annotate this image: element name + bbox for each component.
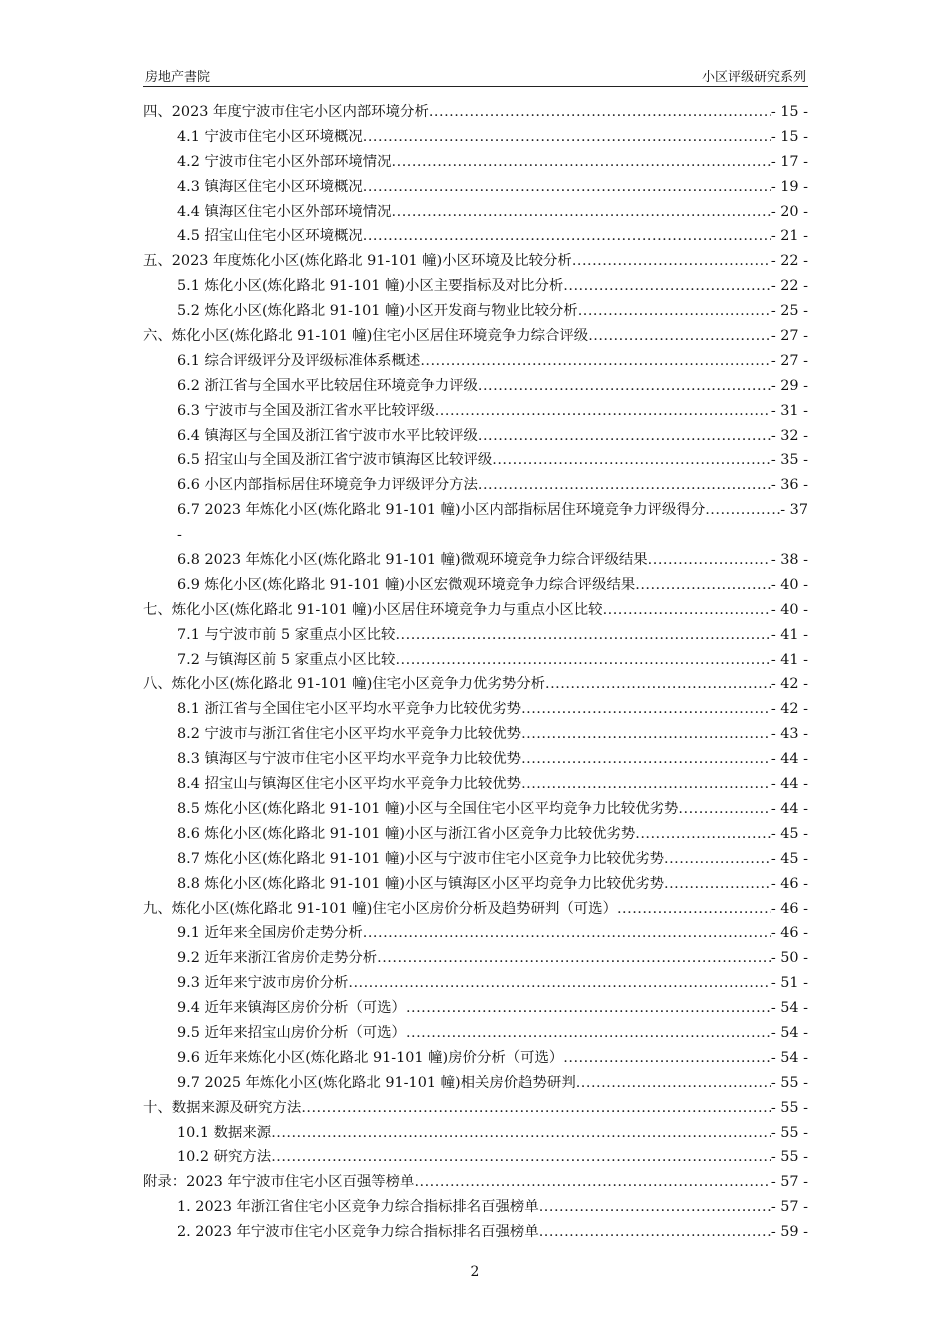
toc-entry-page: - 44 - [770, 776, 808, 793]
toc-entry-title: 4.5 招宝山住宅小区环境概况 [177, 228, 363, 245]
toc-entry-page: - 27 - [770, 328, 808, 345]
toc-entry[interactable] [143, 921, 808, 946]
toc-leader-dots [578, 299, 771, 324]
toc-leader-dots [271, 1121, 771, 1146]
toc-entry-title: 6.4 镇海区与全国及浙江省宁波市水平比较评级 [177, 427, 478, 444]
toc-entry[interactable] [143, 1220, 808, 1245]
toc-entry-title: 4.1 宁波市住宅小区环境概况 [177, 128, 363, 145]
toc-entry-page: - 22 - [770, 253, 808, 270]
toc-entry[interactable] [143, 648, 808, 673]
toc-entry-page: - 54 - [770, 1024, 808, 1041]
toc-entry[interactable] [143, 374, 808, 399]
toc-leader-dots [648, 548, 771, 573]
toc-entry[interactable] [143, 872, 808, 897]
toc-entry-page: - 50 - [770, 950, 808, 967]
toc-leader-dots [539, 1220, 771, 1245]
toc-entry[interactable] [143, 299, 808, 324]
toc-entry[interactable] [143, 747, 808, 772]
toc-entry-title: 8.8 炼化小区(炼化路北 91-101 幢)小区与镇海区小区平均竞争力比较优劣势 [177, 875, 665, 892]
toc-entry-page: - 36 - [770, 477, 808, 494]
toc-entry-title: 9.5 近年来招宝山房价分析（可选） [177, 1024, 406, 1041]
toc-entry-title: 8.2 宁波市与浙江省住宅小区平均水平竞争力比较优势 [177, 726, 522, 743]
toc-entry-page: - 22 - [770, 278, 808, 295]
toc-entry[interactable] [143, 971, 808, 996]
toc-entry-page: - 55 - [770, 1124, 808, 1141]
toc-entry-page: - 42 - [770, 701, 808, 718]
header-right-title: 小区评级研究系列 [701, 70, 806, 85]
page-number: 2 [470, 1264, 480, 1280]
toc-entry-title: 2. 2023 年宁波市住宅小区竞争力综合指标排名百强榜单 [177, 1224, 539, 1241]
toc-leader-dots [576, 1071, 771, 1096]
toc-entry-title: 八、炼化小区(炼化路北 91-101 幢)住宅小区竞争力优劣势分析 [143, 676, 546, 693]
toc-entry-title: 9.6 近年来炼化小区(炼化路北 91-101 幢)房价分析（可选） [177, 1049, 564, 1066]
toc-leader-dots [435, 399, 771, 424]
toc-entry[interactable] [143, 448, 808, 473]
toc-entry-page: - 45 - [770, 850, 808, 867]
toc-entry-page: - 46 - [770, 925, 808, 942]
toc-entry-title: 5.2 炼化小区(炼化路北 91-101 幢)小区开发商与物业比较分析 [177, 303, 578, 320]
toc-entry-page: - 27 - [770, 352, 808, 369]
toc-entry[interactable] [143, 1021, 808, 1046]
toc-entry-page: - 35 - [770, 452, 808, 469]
toc-entry[interactable] [143, 847, 808, 872]
toc-entry-page: - 17 - [770, 153, 808, 170]
toc-leader-dots [363, 921, 771, 946]
toc-entry-page: - 45 - [770, 825, 808, 842]
toc-entry-page: - 21 - [770, 228, 808, 245]
toc-leader-dots [377, 946, 771, 971]
toc-leader-dots [545, 672, 771, 697]
toc-entry-page: - 37 [780, 502, 808, 519]
toc-leader-dots [478, 424, 771, 449]
toc-entry-page: - 40 - [770, 601, 808, 618]
toc-leader-dots [563, 1046, 771, 1071]
toc-entry-title: 6.1 综合评级评分及评级标准体系概述 [177, 352, 421, 369]
toc-entry-page: - 55 - [770, 1149, 808, 1166]
toc-entry-page: - 19 - [770, 178, 808, 195]
toc-entry-title: 8.3 镇海区与宁波市住宅小区平均水平竞争力比较优势 [177, 751, 522, 768]
toc-entry-title: 六、炼化小区(炼化路北 91-101 幢)住宅小区居住环境竞争力综合评级 [143, 328, 589, 345]
toc-entry-title: 四、2023 年度宁波市住宅小区内部环境分析 [143, 104, 429, 120]
toc-leader-dots [363, 175, 771, 200]
toc-entry[interactable] [143, 150, 808, 175]
toc-leader-dots [414, 1170, 770, 1195]
toc-entry[interactable] [143, 175, 808, 200]
toc-entry[interactable] [143, 1096, 808, 1121]
toc-leader-dots [617, 897, 771, 922]
toc-leader-dots [301, 1096, 771, 1121]
toc-entry[interactable] [143, 623, 808, 648]
toc-leader-dots [635, 573, 771, 598]
toc-entry-page: - 29 - [770, 377, 808, 394]
toc-entry-page: - 57 - [770, 1199, 808, 1216]
toc-entry-page: - 40 - [770, 576, 808, 593]
toc-leader-dots [392, 150, 771, 175]
toc-entry-page: - 20 - [770, 203, 808, 220]
toc-entry[interactable] [143, 1046, 808, 1071]
toc-entry-title: 9.2 近年来浙江省房价走势分析 [177, 950, 378, 967]
toc-entry-title: 五、2023 年度炼化小区(炼化路北 91-101 幢)小区环境及比较分析 [143, 253, 572, 270]
toc-entry-page: - 38 - [770, 552, 808, 569]
toc-entry-title: 10.2 研究方法 [177, 1149, 272, 1166]
toc-entry-title: 8.6 炼化小区(炼化路北 91-101 幢)小区与浙江省小区竞争力比较优劣势 [177, 825, 636, 842]
toc-entry-page: - 42 - [770, 676, 808, 693]
toc-entry[interactable] [143, 125, 808, 150]
toc-entry-title: 5.1 炼化小区(炼化路北 91-101 幢)小区主要指标及对比分析 [177, 278, 564, 295]
toc-leader-dots [539, 1195, 771, 1220]
toc-leader-dots [271, 1145, 771, 1170]
toc-leader-dots [363, 125, 771, 150]
toc-entry-page: - 41 - [770, 651, 808, 668]
toc-entry[interactable] [143, 946, 808, 971]
toc-entry-page: - 44 - [770, 751, 808, 768]
toc-leader-dots [478, 374, 771, 399]
toc-entry[interactable] [143, 598, 808, 623]
toc-entry-title: 6.6 小区内部指标居住环境竞争力评级评分方法 [177, 477, 478, 494]
toc-wrap-text: - [177, 527, 182, 544]
toc-entry-page: - 51 - [770, 975, 808, 992]
toc-entry[interactable] [143, 573, 808, 598]
toc-entry[interactable] [143, 399, 808, 424]
toc-entry[interactable] [143, 672, 808, 697]
toc-leader-dots [664, 872, 771, 897]
toc-leader-dots [395, 648, 770, 673]
toc-entry-title: 4.3 镇海区住宅小区环境概况 [177, 178, 363, 195]
toc-entry-page: - 31 - [770, 402, 808, 419]
toc-entry-title: 6.7 2023 年炼化小区(炼化路北 91-101 幢)小区内部指标居住环境竞争力评级得分 [177, 502, 706, 519]
toc-entry-title: 8.5 炼化小区(炼化路北 91-101 幢)小区与全国住宅小区平均竞争力比较优劣势 [177, 800, 679, 817]
toc-entry-title: 8.7 炼化小区(炼化路北 91-101 幢)小区与宁波市住宅小区竞争力比较优劣势 [177, 850, 665, 867]
toc-entry[interactable] [143, 1145, 808, 1170]
toc-entry[interactable] [143, 324, 808, 349]
toc-entry-title: 10.1 数据来源 [177, 1124, 272, 1141]
toc-leader-dots [705, 498, 780, 523]
toc-entry[interactable] [143, 722, 808, 747]
toc-entry[interactable] [143, 996, 808, 1021]
toc-entry-title: 6.5 招宝山与全国及浙江省宁波市镇海区比较评级 [177, 452, 493, 469]
toc-entry-page: - 59 - [770, 1224, 808, 1241]
toc-leader-dots [395, 623, 770, 648]
toc-leader-dots [603, 598, 771, 623]
toc-entry[interactable] [143, 1195, 808, 1220]
toc-entry-page: - 46 - [770, 900, 808, 917]
toc-entry-page: - 15 - [770, 128, 808, 145]
toc-leader-dots [588, 324, 771, 349]
toc-leader-dots [363, 224, 771, 249]
toc-entry-title: 7.1 与宁波市前 5 家重点小区比较 [177, 626, 396, 643]
toc-entry-title: 9.7 2025 年炼化小区(炼化路北 91-101 幢)相关房价趋势研判 [177, 1074, 576, 1091]
toc-leader-dots [572, 249, 771, 274]
toc-entry[interactable] [143, 548, 808, 573]
toc-entry[interactable] [143, 822, 808, 847]
toc-entry-title: 1. 2023 年浙江省住宅小区竞争力综合指标排名百强榜单 [177, 1199, 539, 1216]
toc-leader-dots [406, 996, 771, 1021]
toc-leader-dots [521, 772, 771, 797]
toc-entry[interactable] [143, 200, 808, 225]
toc-leader-dots [521, 747, 771, 772]
toc-entry[interactable] [143, 100, 808, 125]
toc-entry-title: 7.2 与镇海区前 5 家重点小区比较 [177, 651, 396, 668]
toc-entry-page: - 15 - [770, 104, 808, 120]
toc-entry-title: 附录：2023 年宁波市住宅小区百强等榜单 [143, 1174, 415, 1191]
toc-leader-dots [521, 697, 771, 722]
toc-entry-page: - 55 - [770, 1099, 808, 1116]
toc-entry-page: - 25 - [770, 303, 808, 320]
toc-entry[interactable] [143, 473, 808, 498]
toc-entry[interactable] [143, 498, 808, 523]
page-header [143, 66, 808, 87]
toc-entry-page: - 54 - [770, 1049, 808, 1066]
toc-entry-title: 9.3 近年来宁波市房价分析 [177, 975, 349, 992]
toc-entry[interactable] [143, 897, 808, 922]
toc-entry-title: 8.1 浙江省与全国住宅小区平均水平竞争力比较优劣势 [177, 701, 522, 718]
toc-entry-page: - 54 - [770, 1000, 808, 1017]
toc-entry-title: 九、炼化小区(炼化路北 91-101 幢)住宅小区房价分析及趋势研判（可选） [143, 900, 617, 917]
toc-entry-page: - 44 - [770, 800, 808, 817]
header-left-title: 房地产書院 [145, 70, 211, 85]
toc-entry-page: - 57 - [770, 1174, 808, 1191]
toc-leader-dots [478, 473, 771, 498]
toc-entry-page: - 43 - [770, 726, 808, 743]
table-of-contents [143, 100, 808, 1245]
toc-entry[interactable] [143, 772, 808, 797]
toc-entry-title: 9.4 近年来镇海区房价分析（可选） [177, 1000, 406, 1017]
toc-entry[interactable] [143, 697, 808, 722]
toc-leader-dots [392, 200, 771, 225]
toc-entry-title: 6.2 浙江省与全国水平比较居住环境竞争力评级 [177, 377, 478, 394]
toc-entry-page: - 32 - [770, 427, 808, 444]
toc-leader-dots [420, 349, 770, 374]
toc-entry[interactable] [143, 797, 808, 822]
toc-entry[interactable] [143, 274, 808, 299]
toc-leader-dots [492, 448, 771, 473]
toc-leader-dots [635, 822, 771, 847]
toc-entry[interactable] [143, 249, 808, 274]
toc-entry-wrap [143, 523, 808, 548]
toc-leader-dots [664, 847, 771, 872]
toc-entry[interactable] [143, 1121, 808, 1146]
toc-entry-title: 9.1 近年来全国房价走势分析 [177, 925, 363, 942]
toc-entry-page: - 55 - [770, 1074, 808, 1091]
toc-entry-title: 8.4 招宝山与镇海区住宅小区平均水平竞争力比较优势 [177, 776, 522, 793]
toc-entry-title: 4.4 镇海区住宅小区外部环境情况 [177, 203, 392, 220]
toc-entry[interactable] [143, 1071, 808, 1096]
toc-entry-title: 十、数据来源及研究方法 [143, 1099, 302, 1116]
toc-entry[interactable] [143, 349, 808, 374]
toc-entry[interactable] [143, 424, 808, 449]
toc-entry-title: 6.8 2023 年炼化小区(炼化路北 91-101 幢)微观环境竞争力综合评级结果 [177, 552, 648, 569]
toc-entry-title: 6.9 炼化小区(炼化路北 91-101 幢)小区宏微观环境竞争力综合评级结果 [177, 576, 636, 593]
toc-entry-page: - 41 - [770, 626, 808, 643]
toc-leader-dots [678, 797, 770, 822]
toc-leader-dots [521, 722, 771, 747]
toc-entry-title: 七、炼化小区(炼化路北 91-101 幢)小区居住环境竞争力与重点小区比较 [143, 601, 603, 618]
toc-entry[interactable] [143, 1170, 808, 1195]
toc-leader-dots [563, 274, 771, 299]
toc-entry-title: 6.3 宁波市与全国及浙江省水平比较评级 [177, 402, 435, 419]
toc-leader-dots [406, 1021, 771, 1046]
toc-entry[interactable] [143, 224, 808, 249]
toc-leader-dots [348, 971, 770, 996]
toc-leader-dots [429, 100, 771, 125]
toc-entry-title: 4.2 宁波市住宅小区外部环境情况 [177, 153, 392, 170]
toc-entry-page: - 46 - [770, 875, 808, 892]
